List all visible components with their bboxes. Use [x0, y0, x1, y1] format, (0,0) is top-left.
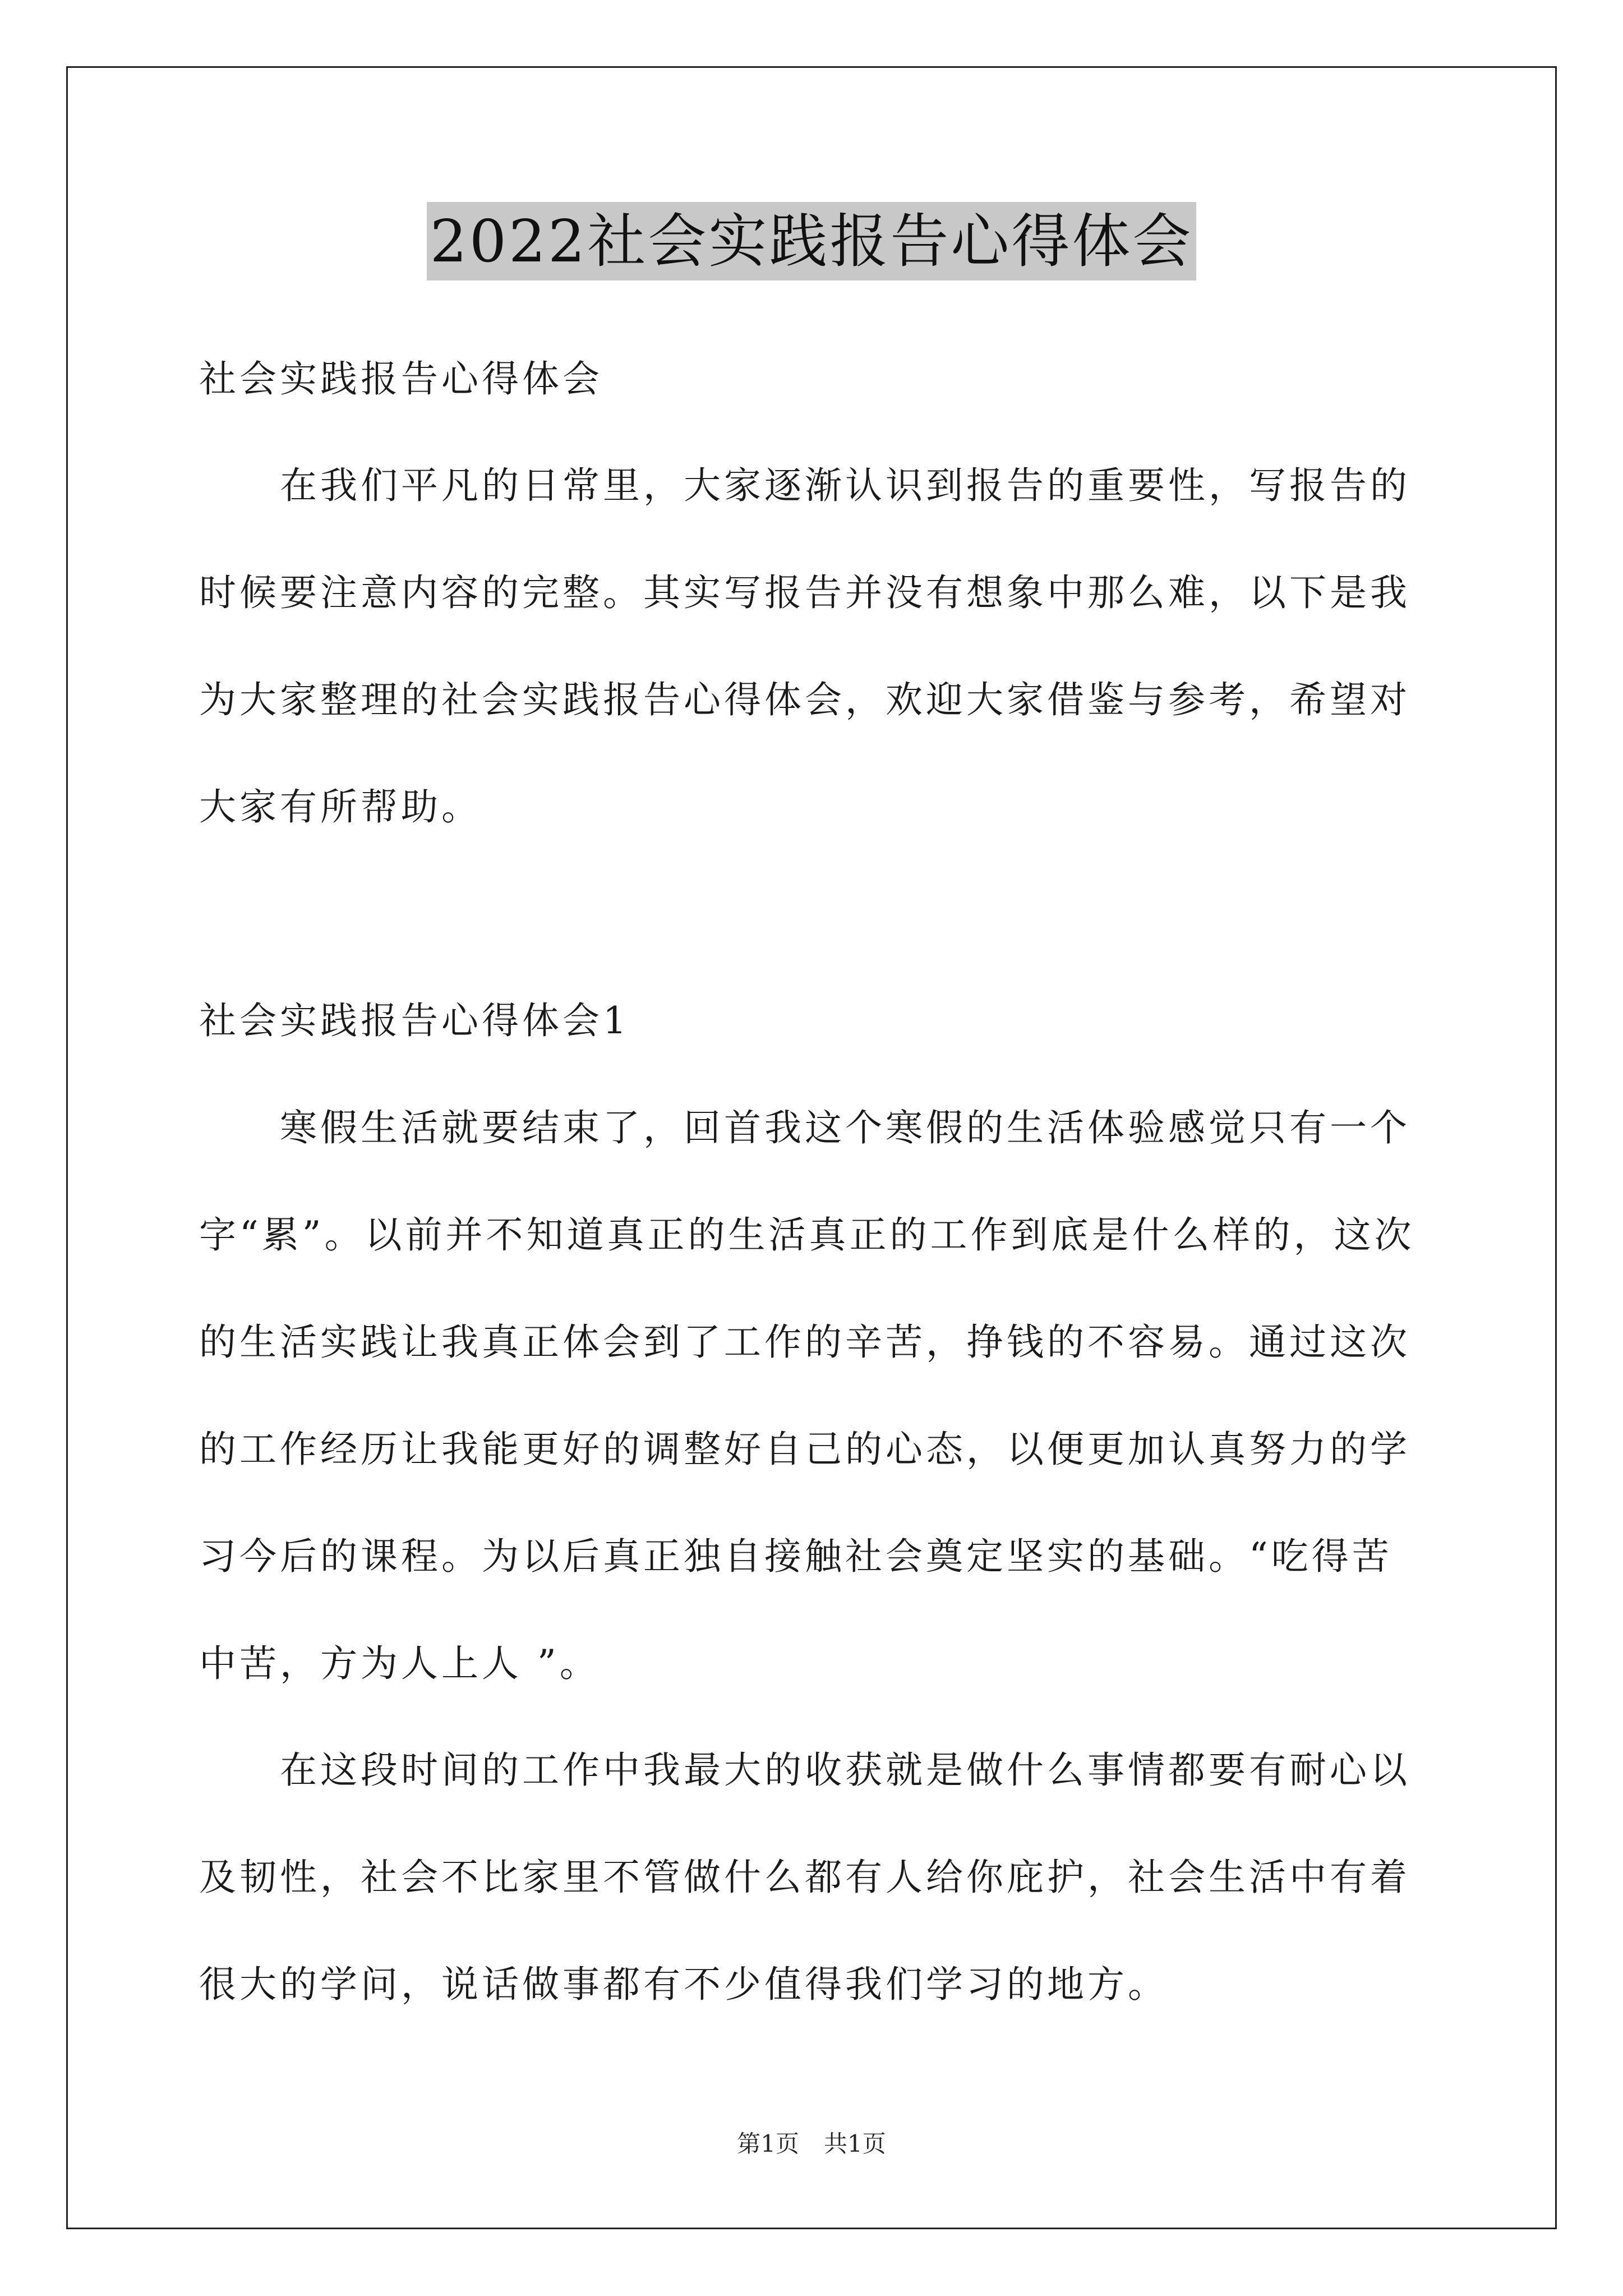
page-number: 第1页: [737, 2130, 799, 2157]
document-title: 2022社会实践报告心得体会: [427, 202, 1197, 280]
section-heading-1: 社会实践报告心得体会1: [199, 999, 630, 1042]
intro-paragraph: 在我们平凡的日常里，大家逐渐认识到报告的重要性，写报告的时候要注意内容的完整。其实写报告并没有想象中那么难，以下是我为大家整理的社会实践报告心得体会，欢迎大家借鉴与参考，希望对大家有所帮助。: [199, 464, 1410, 829]
body-paragraph: 在这段时间的工作中我最大的收获就是做什么事情都要有耐心以及韧性，社会不比家里不管做什么都有人给你庇护，社会生活中有着很大的学问，说话做事都有不少值得我们学习的地方。: [199, 1749, 1410, 2006]
title-container: [0, 202, 1623, 280]
body-paragraph: 寒假生活就要结束了，回首我这个寒假的生活体验感觉只有一个字“累”。以前并不知道真正的生活真正的工作到底是什么样的，这次的生活实践让我真正体会到了工作的辛苦，挣钱的不容易。通过这次的工作经历让我能更好的调整好自己的心态，以便更加认真努力的学习今后的课程。为以后真正独自接触社会奠定坚实的基础。“吃得苦中苦，方为人上人 ”。: [199, 1106, 1415, 1685]
page-total: 共1页: [824, 2130, 886, 2157]
section-heading: 社会实践报告心得体会: [199, 357, 603, 401]
page-footer: [0, 2127, 1623, 2161]
